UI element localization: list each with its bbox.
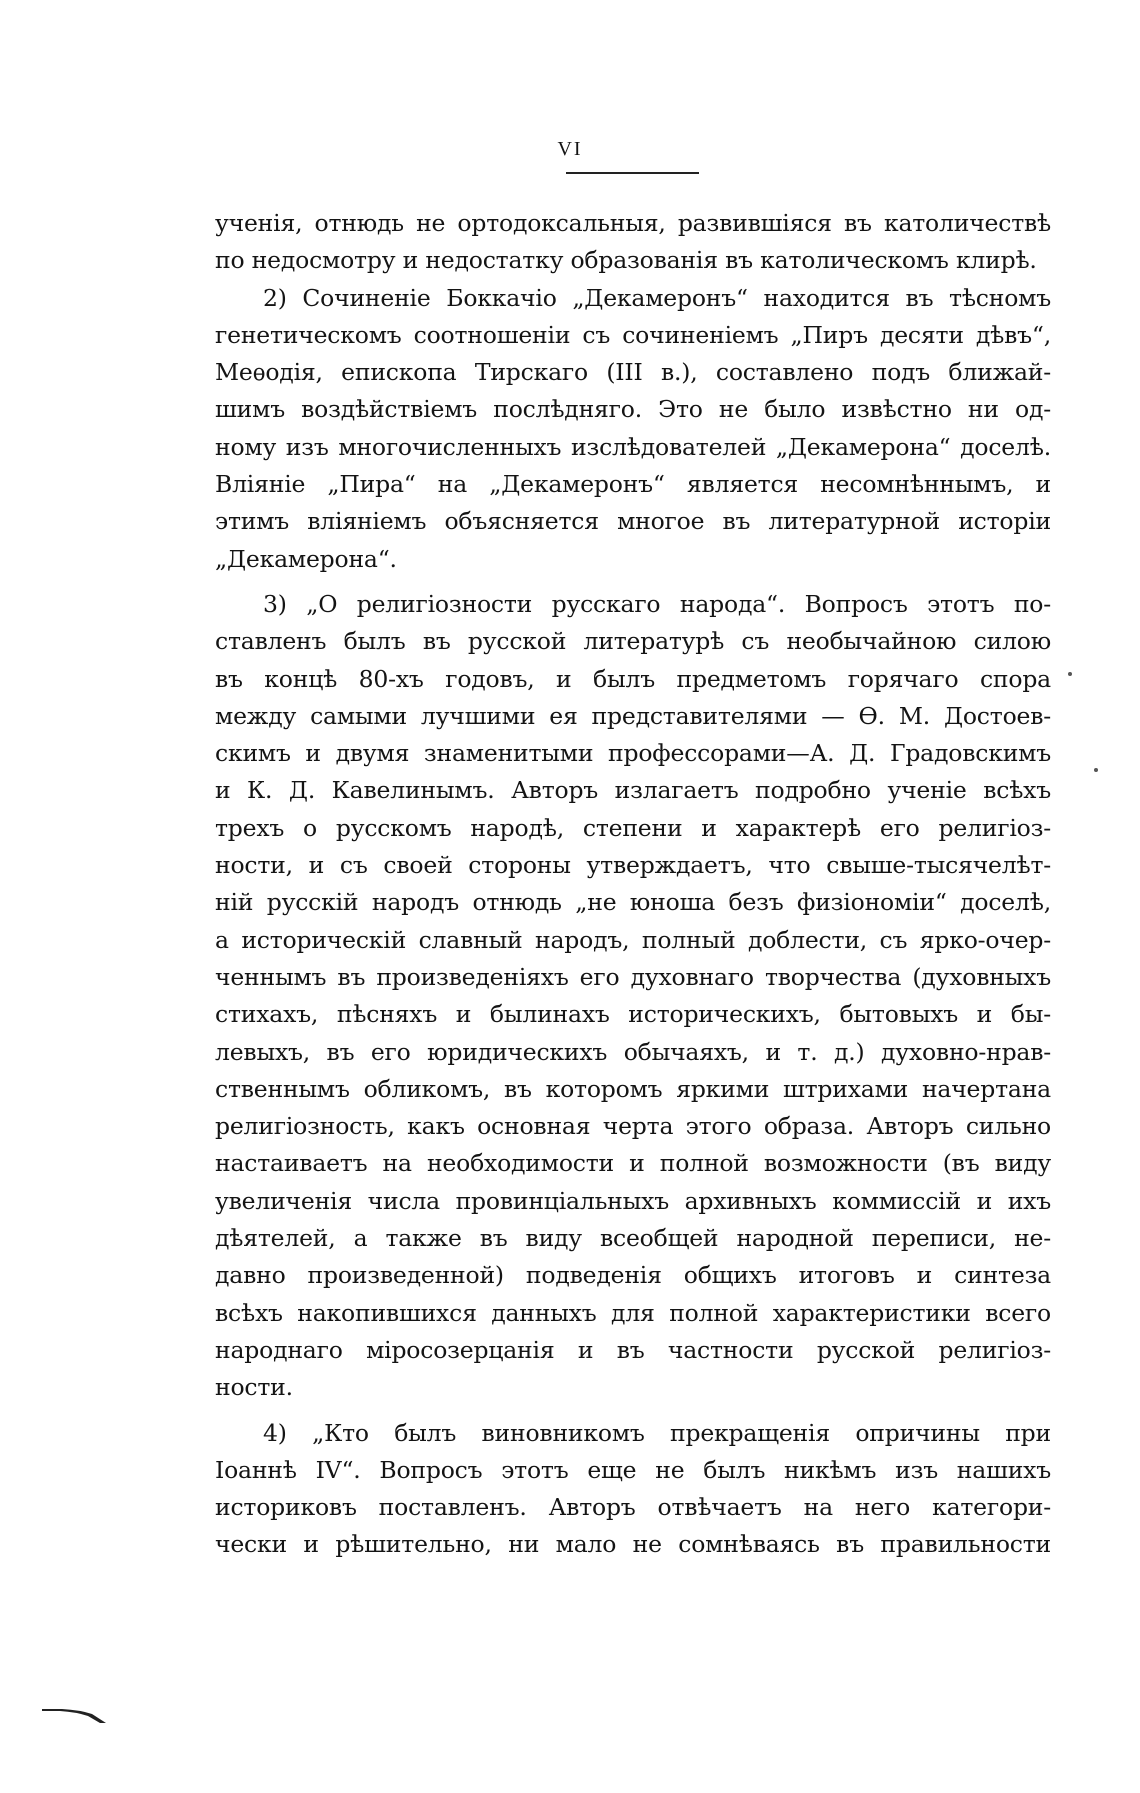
- text-line: по недосмотру и недостатку образованія въ католическомъ клирѣ.: [215, 246, 1037, 275]
- margin-speck: [1068, 672, 1072, 676]
- text-line: „Декамерона“.: [215, 544, 397, 573]
- text-line: Іоаннѣ IV“. Вопросъ этотъ еще не былъ никѣмъ изъ нашихъ: [215, 1455, 1051, 1484]
- text-line: давно произведенной) подведенія общихъ итоговъ и синтеза: [215, 1261, 1051, 1290]
- header-rule: [566, 172, 699, 174]
- text-line: ставленъ былъ въ русской литературѣ съ необычайною силою: [215, 627, 1051, 656]
- text-line: ному изъ многочисленныхъ изслѣдователей „Декамерона“ доселѣ.: [215, 432, 1051, 461]
- ink-scratch-mark: [40, 1705, 110, 1725]
- text-line: ности, и съ своей стороны утверждаетъ, что свыше-тысячелѣт-: [215, 851, 1051, 880]
- text-line: Меѳодія, епископа Тирскаго (III в.), составлено подъ ближай-: [215, 358, 1051, 387]
- text-line: настаиваетъ на необходимости и полной возможности (въ виду: [215, 1149, 1051, 1178]
- text-line: этимъ вліяніемъ объясняется многое въ литературной исторіи: [215, 507, 1051, 536]
- text-line: генетическомъ соотношеніи съ сочиненіемъ „Пиръ десяти дѣвъ“,: [215, 320, 1051, 349]
- text-line: трехъ о русскомъ народѣ, степени и характерѣ его религіоз-: [215, 813, 1051, 842]
- text-line: и К. Д. Кавелинымъ. Авторъ излагаетъ подробно ученіе всѣхъ: [215, 776, 1051, 805]
- page-number: VI: [557, 138, 583, 160]
- text-line: историковъ поставленъ. Авторъ отвѣчаетъ на него категори-: [215, 1493, 1051, 1522]
- text-line: а историческій славный народъ, полный доблести, съ ярко-очер-: [215, 925, 1051, 954]
- text-line: всѣхъ накопившихся данныхъ для полной характеристики всего: [215, 1298, 1051, 1327]
- text-line: левыхъ, въ его юридическихъ обычаяхъ, и т. д.) духовно-нрав-: [215, 1037, 1051, 1066]
- text-line: ученія, отнюдь не ортодоксальныя, развившіяся въ католичествѣ: [215, 209, 1051, 237]
- text-line: между самыми лучшими ея представителями — Ѳ. М. Достоев-: [215, 701, 1051, 730]
- paragraph-start-line: 2) Сочиненіе Боккачіо „Декамеронъ“ находится въ тѣсномъ: [263, 283, 1051, 312]
- text-line: скимъ и двумя знаменитыми профессорами—А. Д. Градовскимъ: [215, 739, 1051, 768]
- text-body: [215, 205, 1051, 1564]
- text-line: шимъ воздѣйствіемъ послѣдняго. Это не было извѣстно ни од-: [215, 395, 1051, 424]
- paragraph-start-line: 4) „Кто былъ виновникомъ прекращенія опричины при: [263, 1418, 1051, 1447]
- text-line: ній русскій народъ отнюдь „не юноша безъ физіономіи“ доселѣ,: [215, 888, 1051, 917]
- text-line: ности.: [215, 1373, 293, 1402]
- paragraph-start-line: 3) „О религіозности русскаго народа“. Вопросъ этотъ по-: [263, 589, 1051, 618]
- text-line: Вліяніе „Пира“ на „Декамеронъ“ является несомнѣннымъ, и: [215, 470, 1051, 499]
- text-line: ственнымъ обликомъ, въ которомъ яркими штрихами начертана: [215, 1074, 1051, 1103]
- text-line: религіозность, какъ основная черта этого образа. Авторъ сильно: [215, 1112, 1051, 1141]
- text-line: увеличенія числа провинціальныхъ архивныхъ коммиссій и ихъ: [215, 1186, 1051, 1215]
- margin-speck: [1094, 768, 1098, 772]
- text-line: стихахъ, пѣсняхъ и былинахъ историческихъ, бытовыхъ и бы-: [215, 1000, 1051, 1029]
- text-line: народнаго міросозерцанія и въ частности русской религіоз-: [215, 1335, 1051, 1364]
- text-line: дѣятелей, а также въ виду всеобщей народной переписи, не-: [215, 1224, 1051, 1253]
- text-line: ченнымъ въ произведеніяхъ его духовнаго творчества (духовныхъ: [215, 962, 1051, 991]
- text-line: чески и рѣшительно, ни мало не сомнѣваясь въ правильности: [215, 1530, 1051, 1559]
- text-line: въ концѣ 80-хъ годовъ, и былъ предметомъ горячаго спора: [215, 664, 1051, 693]
